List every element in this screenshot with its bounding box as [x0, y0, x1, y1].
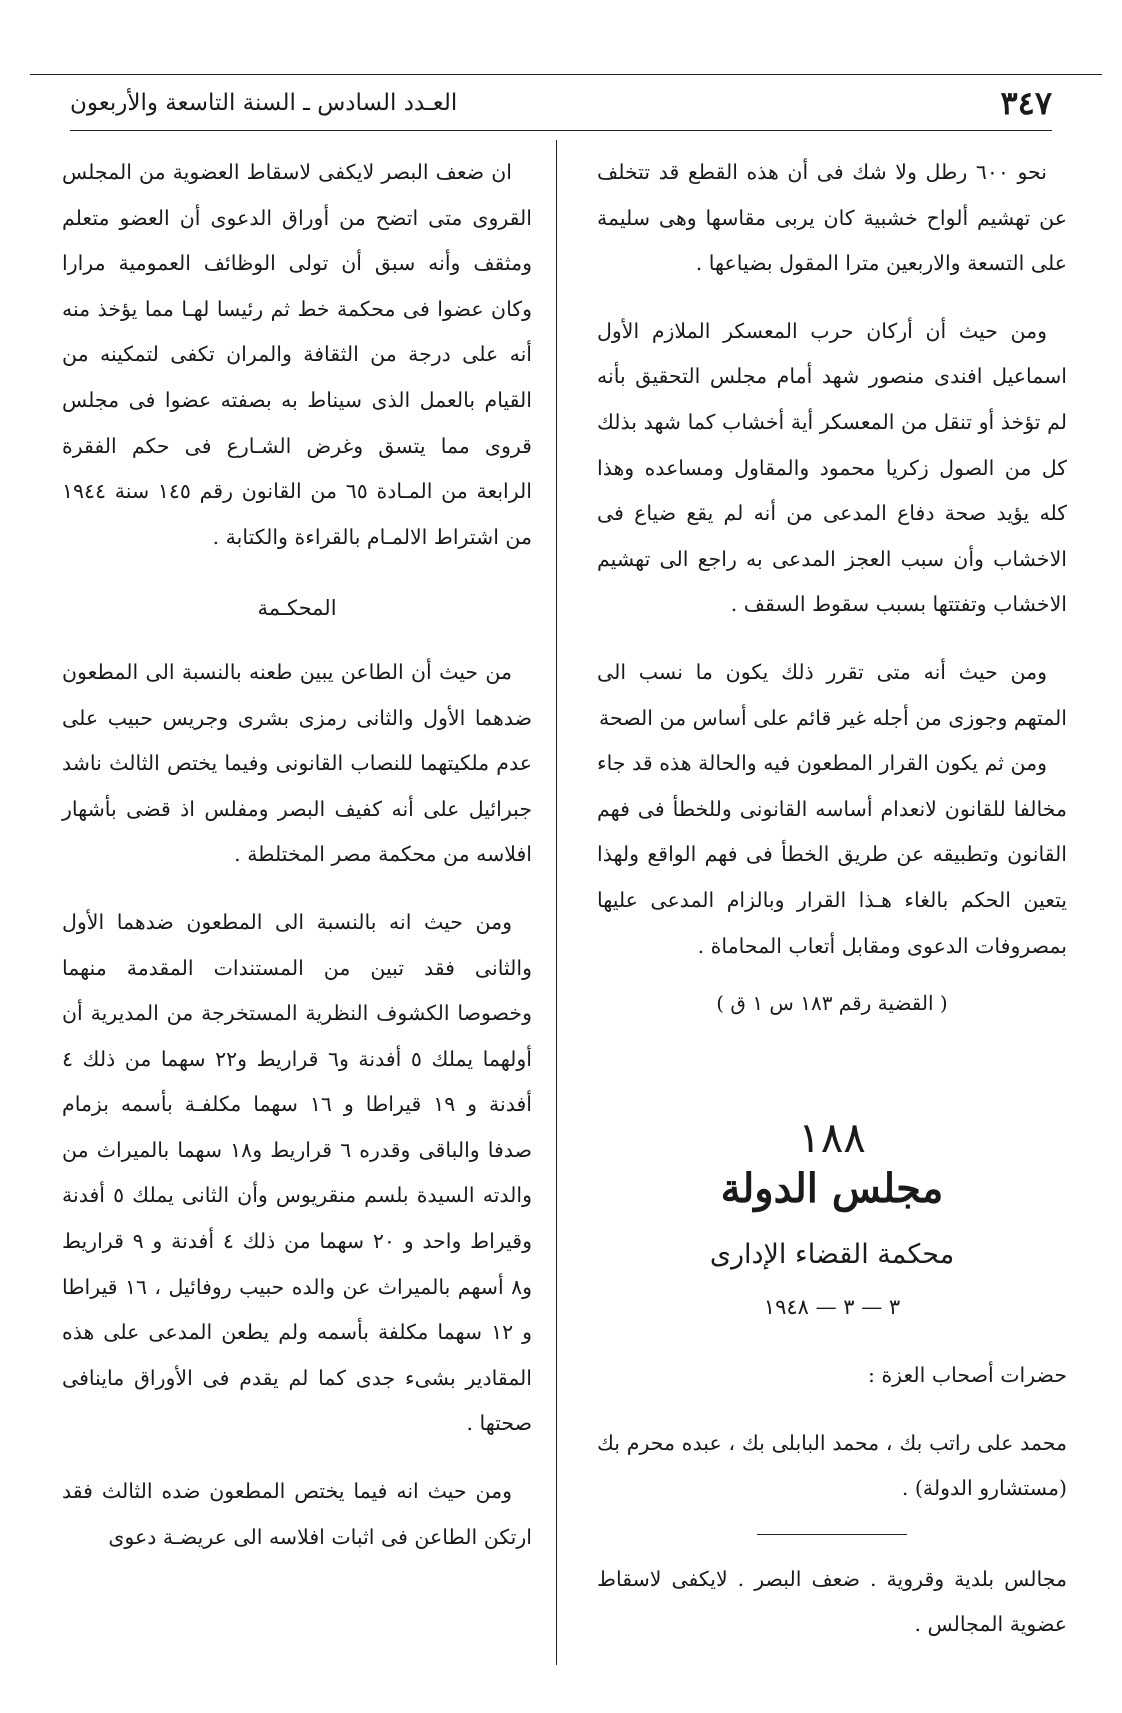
- paragraph: ومن حيث انه بالنسبة الى المطعون ضدهما الأول والثانى فقد تبين من المستندات المقدمة منهما وخصوصا الكشوف النظرية المستخرجة من المديرية أن أولهما يملك ٥ أفدنة و٦ قراريط و٢٢ سهما من ذلك ٤ أفدنة و ١٩ قيراطا و ١٦ سهما مكلفـة بأسمه بزمام صدفا والباقى وقدره ٦ قراريط و١٨ سهما بالميراث من والدته السيدة بلسم منقريوس وأن الثانى يملك ٥ أفدنة وقيراط واحد و ٢٠ سهما من ذلك ٤ أفدنة و ٩ قراريط و٨ أسهم بالميراث عن والده حبيب روفائيل ، ١٦ قيراطا و ١٢ سهما مكلفة بأسمه ولم يطعن المدعى على هذه المقادير بشىء جدى كما لم يقدم فى الأوراق ماينافى صحتها .: [62, 909, 533, 1436]
- paragraph: من حيث أن الطاعن يبين طعنه بالنسبة الى المطعون ضدهما الأول والثانى رمزى بشرى وجريس حبيب على عدم ملكيتهما للنصاب القانونى وفيما يختص الثالث ناشد جبرائيل على أنه كفيف البصر ومفلس اذ قضى بأشهار افلاسه من محكمة مصر المختلطة .: [62, 659, 532, 867]
- paragraph: نحو ٦٠٠ رطل ولا شك فى أن هذه القطع قد تتخلف عن تهشيم ألواح خشبية كان يربى مقاسها وهى سليمة على التسعة والاربعين مترا المقول بضياعها .: [597, 160, 1067, 276]
- paragraph: ومن حيث انه فيما يختص المطعون ضده الثالث فقد ارتكن الطاعن فى اثبات افلاسه الى عريضـة دعوى: [62, 1479, 532, 1549]
- section-heading: المحكـمة: [257, 596, 337, 621]
- judgment-date: ٣ — ٣ — ١٩٤٨: [763, 1295, 901, 1320]
- chamber-name: محكمة القضاء الإدارى: [709, 1238, 955, 1270]
- members-title: حضرات أصحاب العزة :: [868, 1363, 1067, 1388]
- paragraph: ومن حيث أنه متى تقرر ذلك يكون ما نسب الى المتهم وجوزى من أجله غير قائم على أساس من الصحة: [597, 659, 1067, 730]
- right-column: [597, 150, 1067, 1670]
- case-number: ١٨٨: [798, 1112, 866, 1162]
- paragraph: ان ضعف البصر لايكفى لاسقاط العضوية من المجلس القروى متى اتضح من أوراق الدعوى أن العضو متعلم ومثقف وأنه سبق أن تولى الوظائف العمومية مرارا وكان عضوا فى محكمة خط ثم رئيسا لهـا مما يؤخذ منه أنه على درجة من الثقافة والمران تكفى لتمكينه من القيام بالعمل الذى سيناط به بصفته عضوا فى مجلس قروى مما يتسق وغرض الشـارع فى حكم الفقرة الرابعة من المـادة ٦٥ من القانون رقم ١٤٥ سنة ١٩٤٤ من اشتراط الالمـام بالقراءة والكتابة .: [62, 160, 532, 549]
- members-list: محمد على راتب بك ، محمد البابلى بك ، عبده محرم بك (مستشارو الدولة) .: [597, 1430, 1067, 1501]
- paragraph: ومن ثم يكون القرار المطعون فيه والحالة هذه قد جاء مخالفا للقانون لانعدام أساسه القانونى وللخطأ فى فهم القانون وتطبيقه عن طريق الخطأ فى فهم الواقع ولهذا يتعين الحكم بالغاء هـذا القرار وبالزام المدعى عليها بمصروفات الدعوى ومقابل أتعاب المحاماة .: [597, 751, 1067, 958]
- keywords: مجالس بلدية وقروية . ضعف البصر . لايكفى لاسقاط عضوية المجالس .: [597, 1566, 1067, 1637]
- column-divider: [556, 140, 557, 1665]
- page-number: ٣٤٧: [1000, 84, 1052, 122]
- separator-rule: [757, 1534, 907, 1535]
- running-title: العـدد السادس ـ السنة التاسعة والأربعون: [70, 90, 458, 116]
- left-column: [62, 150, 532, 1582]
- header-rule: [70, 130, 1052, 131]
- page-header: [70, 80, 1052, 126]
- case-citation: ( القضية رقم ١٨٣ س ١ ق ): [716, 991, 948, 1016]
- paragraph: ومن حيث أن أركان حرب المعسكر الملازم الأول اسماعيل افندى منصور شهد أمام مجلس التحقيق بأنه لم تؤخذ أو تنقل من المعسكر أية أخشاب كما شهد بذلك كل من الصول زكريا محمود والمقاول ومساعده وهذا كله يؤيد صحة دفاع المدعى من أنه لم يقع ضياع فى الاخشاب وأن سبب العجز المدعى به راجع الى تهشيم الاخشاب وتفتتها بسبب سقوط السقف .: [597, 318, 1067, 617]
- court-name: مجلس الدولة: [720, 1165, 944, 1213]
- top-rule: [30, 74, 1102, 75]
